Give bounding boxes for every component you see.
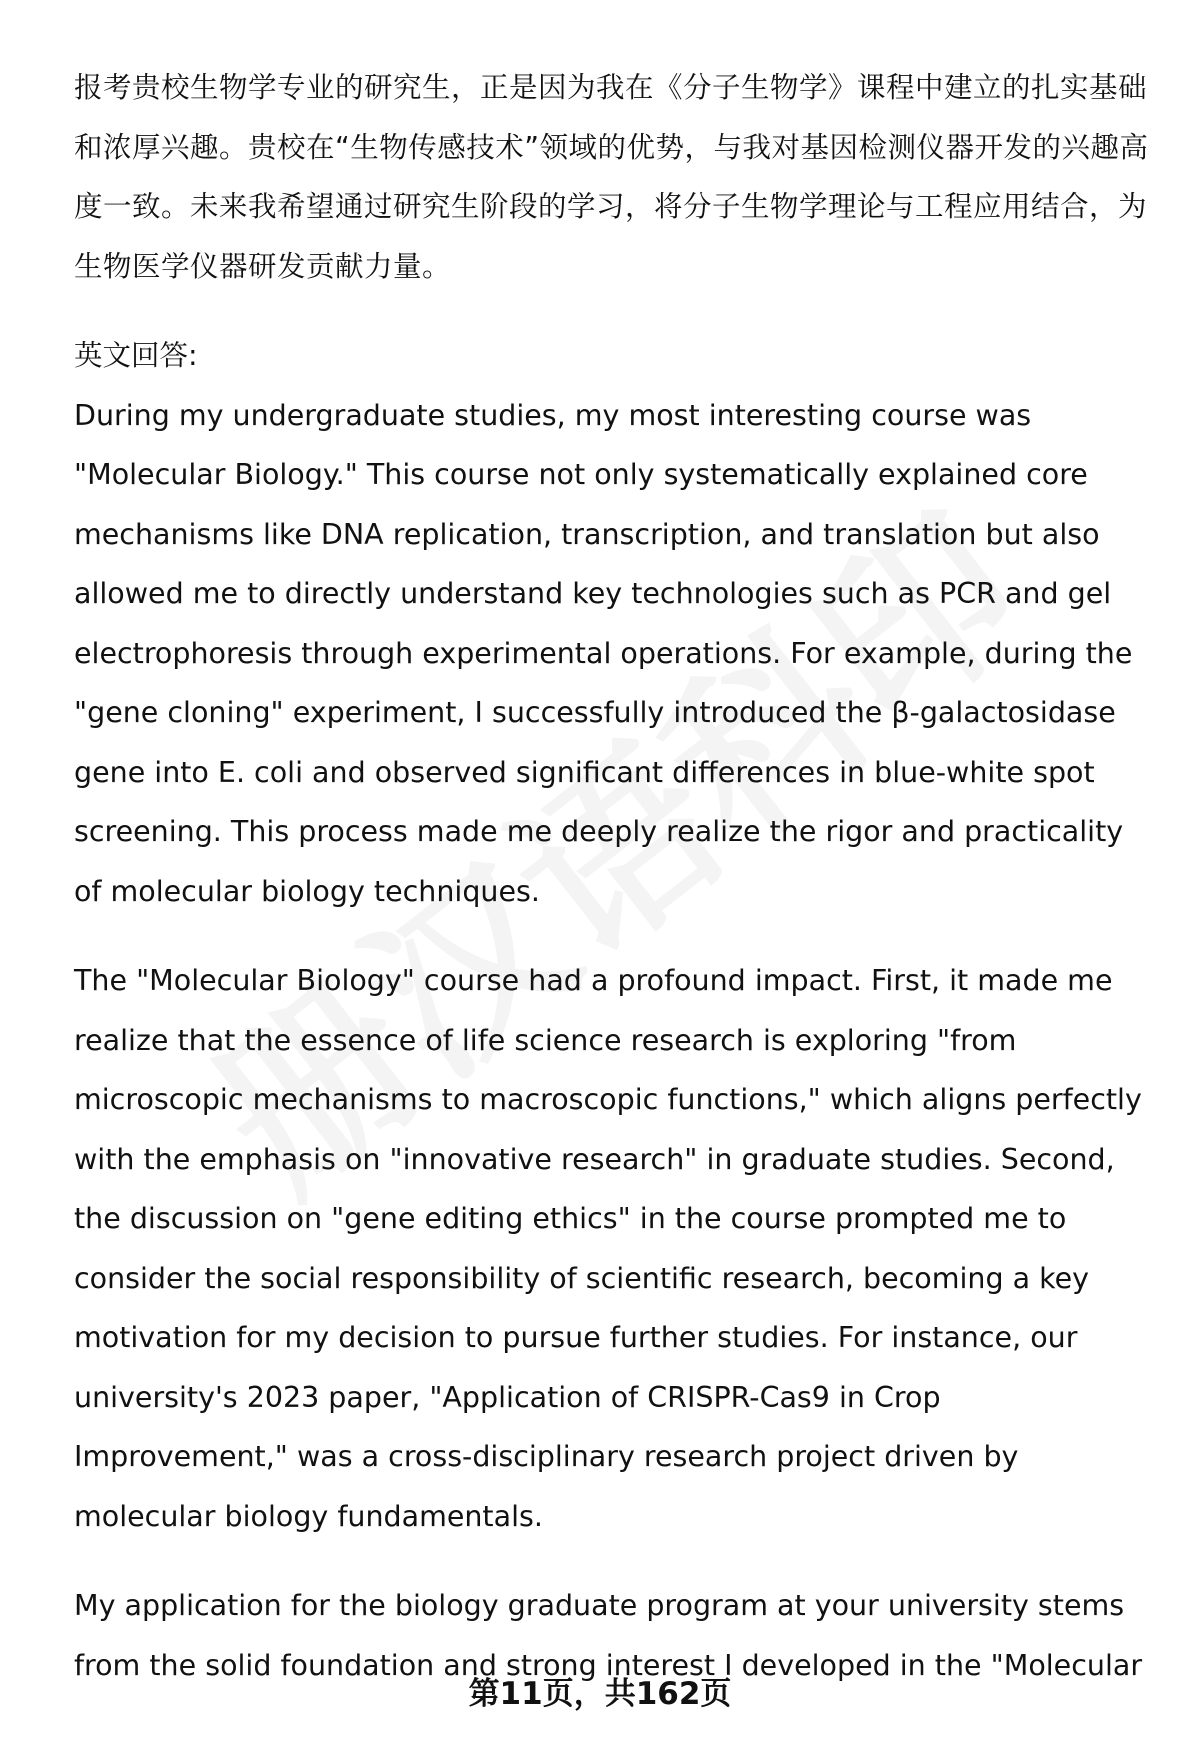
english-answer-heading: 英文回答:: [74, 339, 198, 372]
chinese-answer-paragraph: 报考贵校生物学专业的研究生，正是因为我在《分子生物学》课程中建立的扎实基础和浓厚兴趣。贵校在“生物传感技术”领域的优势，与我对基因检测仪器开发的兴趣高度一致。未来我希望通过研究生阶段的学习，将分子生物学理论与工程应用结合，为生物医学仪器研发贡献力量。: [74, 71, 1149, 283]
english-paragraph-3: My application for the biology graduate program at your university stems from the solid foundation and strong interest I developed in the "Molecular: [74, 1589, 1143, 1682]
english-paragraph-2: The "Molecular Biology" course had a profound impact. First, it made me realize that the essence of life science research is exploring "from microscopic mechanisms to macroscopic functions," which aligns perfectly with the emphasis on "innovative research" in graduate studies. Second, the discussion on "gene editing ethics" in the course prompted me to consider the social responsibility of scientific research, becoming a key motivation for my decision to pursue further studies. For instance, our university's 2023 paper, "Application of CRISPR-Cas9 in Crop Improvement," was a cross-disciplinary research project driven by molecular biology fundamentals.: [74, 964, 1142, 1533]
document-body: [74, 58, 1156, 1695]
page-number-footer: 第11页，共162页: [468, 1676, 732, 1712]
english-paragraph-1: During my undergraduate studies, my most interesting course was "Molecular Biology." This course not only systematically explained core mechanisms like DNA replication, transcription, and translation but also allowed me to directly understand key technologies such as PCR and gel electrophoresis through experimental operations. For example, during the "gene cloning" experiment, I successfully introduced the β-galactosidase gene into E. coli and observed significant differences in blue-white spot screening. This process made me deeply realize the rigor and practicality of molecular biology techniques.: [74, 398, 1133, 908]
